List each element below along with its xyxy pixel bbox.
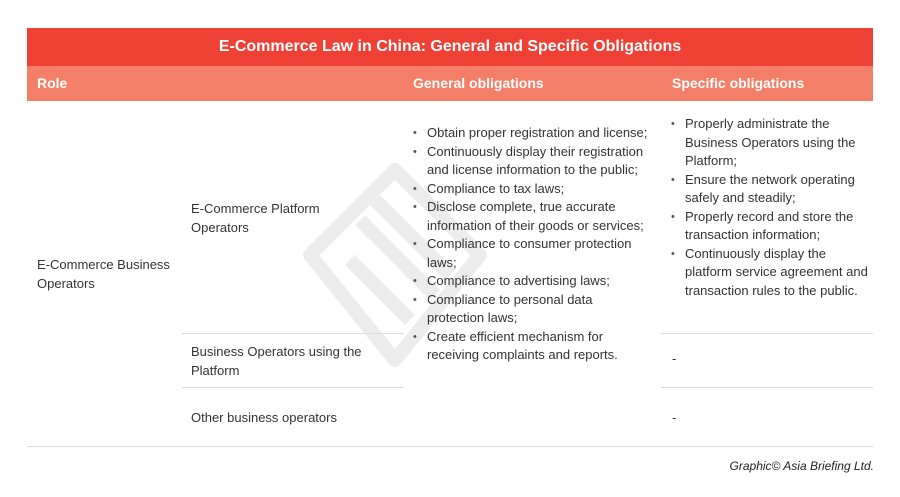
sub-role-using-platform: Business Operators using the Platform <box>191 344 362 378</box>
credit-footer: Graphic© Asia Briefing Ltd. <box>729 459 874 473</box>
list-item: • Continuously display the platform service agreement and transaction rules to the public. <box>670 245 870 301</box>
sub-role-other-operators: Other business operators <box>191 410 337 425</box>
row-divider <box>661 387 873 388</box>
list-item: • Ensure the network operating safely and steadily; <box>670 171 870 208</box>
list-item: • Create efficient mechanism for receiving complaints and reports. <box>412 328 652 365</box>
row-divider <box>661 333 873 334</box>
list-item: • Compliance to tax laws; <box>412 180 652 199</box>
header-specific-obligations: Specific obligations <box>672 75 805 91</box>
list-item: • Compliance to personal data protection laws; <box>412 291 652 328</box>
list-item: • Compliance to consumer protection laws; <box>412 235 652 272</box>
header-general-obligations: General obligations <box>413 75 544 91</box>
table-title: E-Commerce Law in China: General and Specific Obligations <box>27 28 873 66</box>
table-bottom-border <box>27 446 873 447</box>
list-item: • Disclose complete, true accurate information of their goods or services; <box>412 198 652 235</box>
list-item: • Compliance to advertising laws; <box>412 272 652 291</box>
general-obligations-list <box>412 124 652 365</box>
role-group-label: E-Commerce Business Operators <box>37 257 170 291</box>
list-item: • Properly record and store the transaction information; <box>670 208 870 245</box>
list-item: • Continuously display their registration and license information to the public; <box>412 143 652 180</box>
specific-obligations-using-platform: - <box>672 351 677 366</box>
row-divider <box>182 333 404 334</box>
row-divider <box>182 387 404 388</box>
list-item: • Properly administrate the Business Operators using the Platform; <box>670 115 870 171</box>
header-role: Role <box>37 75 68 91</box>
sub-role-platform-operators: E-Commerce Platform Operators <box>191 201 320 235</box>
header-row <box>27 66 873 101</box>
list-item: • Obtain proper registration and license; <box>412 124 652 143</box>
specific-obligations-other: - <box>672 410 677 425</box>
specific-obligations-platform-list <box>670 115 870 300</box>
